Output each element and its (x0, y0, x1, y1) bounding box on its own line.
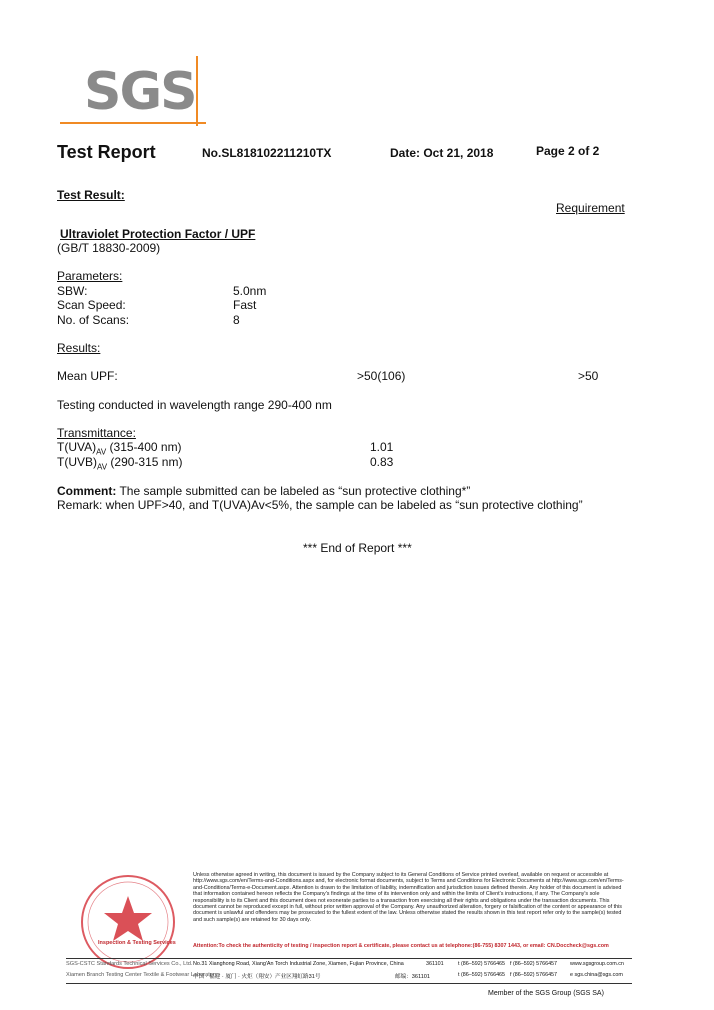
footer-rule-top (66, 958, 632, 959)
results-heading: Results: (57, 341, 101, 355)
report-date: Date: Oct 21, 2018 (390, 146, 494, 160)
email-cn: e sgs.china@sgs.com (570, 972, 623, 978)
mean-upf-value: >50(106) (357, 369, 406, 383)
fax-cn: f (86–592) 5766457 (510, 972, 558, 978)
uva-label-main: T(UVA) (57, 440, 97, 454)
footer-attention: Attention:To check the authenticity of testing / inspection report & certificate, please contact us at telephone:(86-755) 8307 1443, or email: CN.Doccheck@sgs.com (193, 943, 609, 949)
parameters-heading: Parameters: (57, 269, 123, 283)
mean-upf-label: Mean UPF: (57, 369, 118, 383)
test-result-heading: Test Result: (57, 188, 125, 202)
uvb-label-main: T(UVB) (57, 455, 97, 469)
logo-orange-vertical (196, 56, 198, 126)
transmittance-heading: Transmittance: (57, 426, 136, 440)
seal-circle-icon (78, 872, 178, 972)
postcode-en: 361101 (426, 961, 444, 967)
member-text: Member of the SGS Group (SGS SA) (488, 990, 604, 997)
param-label: No. of Scans: (57, 313, 130, 327)
param-label: Scan Speed: (57, 298, 126, 312)
page-number: Page 2 of 2 (536, 144, 600, 158)
remark-line: Remark: when UPF>40, and T(UVA)Av<5%, the sample can be labeled as “sun protective clothing” (57, 498, 583, 512)
param-value: Fast (233, 298, 257, 312)
report-number: No.SL818102211210TX (202, 146, 332, 160)
standard-ref: (GB/T 18830-2009) (57, 241, 161, 255)
seal-text: Inspection & Testing Services (98, 940, 176, 946)
param-value: 8 (233, 313, 240, 327)
report-title: Test Report (57, 142, 156, 162)
transmittance-value-uvb: 0.83 (370, 455, 394, 469)
footer-rule-bottom (66, 983, 632, 984)
web-en: www.sgsgroup.com.cn (570, 961, 624, 967)
uva-label-sub: AV (96, 447, 107, 457)
company-name-1: SGS-CSTC Standards Technical Services Co., Ltd. (66, 961, 193, 967)
wavelength-note: Testing conducted in wavelength range 290-400 nm (57, 398, 332, 412)
tel-en: t (86–592) 5766465 (458, 961, 506, 967)
param-label: SBW: (57, 284, 88, 298)
param-value: 5.0nm (233, 284, 267, 298)
address-cn: 中国 · 福建 · 厦门 · 火炬（翔安）产业区翔虹路31号 (193, 974, 321, 980)
sgs-logo (60, 60, 210, 130)
sgs-logo-text: SGS (84, 62, 196, 122)
end-of-report: *** End of Report *** (303, 541, 412, 555)
uva-label-range: (315-400 nm) (106, 440, 182, 454)
upf-section-title: Ultraviolet Protection Factor / UPF (60, 227, 256, 241)
footer-disclaimer: Unless otherwise agreed in writing, this document is issued by the Company subject to its General Conditions of Service printed overleaf, available on request or accessible at http://www.sgs.com/en/Terms-and-Conditions.aspx and, for electronic format documents, subject to Terms and Conditions for Electronic Documents at http://www.sgs.com/en/Terms-and-Conditions/Terms-e-Document.aspx. Attention is drawn to the limitation of liability, indemnification and jurisdiction issues defined therein. Any holder of this document is advised that information contained hereon reflects the Company's findings at the time of its intervention only and within the limits of Client's instructions, if any. The Company's sole responsibility is to its Client and this document does not exonerate parties to a transaction from exercising all their rights and obligations under the transaction documents. This document cannot be reproduced except in full, without prior written approval of the Company. Any unauthorized alteration, forgery or falsification of the content or appearance of this document is unlawful and offenders may be prosecuted to the fullest extent of the law. Unless otherwise stated the results shown in this test report refer only to the sample(s) tested and such sample(s) are retained for 30 days only. (193, 872, 624, 923)
postcode-cn: 邮编：361101 (395, 974, 431, 980)
transmittance-label-uva (57, 440, 182, 456)
official-seal (78, 872, 178, 972)
uvb-label-sub: AV (97, 462, 108, 472)
mean-upf-requirement: >50 (578, 369, 599, 383)
transmittance-value-uva: 1.01 (370, 440, 394, 454)
comment-line (57, 484, 470, 498)
address-en: No.31 Xianghong Road, Xiang'An Torch Industrial Zone, Xiamen, Fujian Province, China (193, 961, 404, 967)
company-name-2: Xiamen Branch Testing Center Textile & Footwear Laboratory (66, 972, 218, 978)
tel-cn: t (86–592) 5766465 (458, 972, 506, 978)
requirement-heading: Requirement (556, 201, 625, 215)
comment-text: The sample submitted can be labeled as “sun protective clothing*” (116, 484, 471, 498)
fax-en: f (86–592) 5766457 (510, 961, 558, 967)
logo-orange-line-h (60, 122, 206, 124)
transmittance-label-uvb (57, 455, 182, 471)
comment-label: Comment: (57, 484, 117, 498)
uvb-label-range: (290-315 nm) (107, 455, 183, 469)
